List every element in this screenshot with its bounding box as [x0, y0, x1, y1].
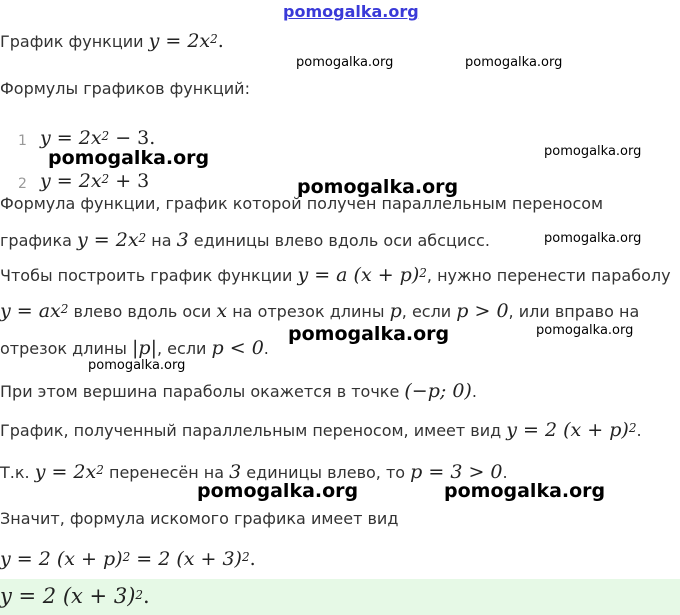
answer-box [0, 579, 680, 615]
top-watermark-link[interactable]: pomogalka.org [283, 2, 419, 21]
watermark: pomogalka.org [197, 480, 359, 502]
paragraph-line: графика $y = 2x^2$ на 3 единицы влево вдоль оси абсцисс. [0, 229, 490, 251]
paragraph-line: Т.к. $y = 2x^2$ перенесён на 3 единицы влево, то p = 3 > 0. [0, 461, 508, 483]
watermark: pomogalka.org [48, 147, 210, 169]
watermark: pomogalka.org [88, 358, 186, 373]
paragraph-line: Формула функции, график которой получен параллельным переносом [0, 194, 604, 213]
watermark: pomogalka.org [296, 55, 394, 70]
watermark: pomogalka.org [465, 55, 563, 70]
formulas-heading: Формулы графиков функций: [0, 79, 250, 98]
text: График функции [0, 32, 149, 51]
formula-line: y = 2 $(x + p)^2 = 2$ $(x + 3)^2$. [0, 548, 256, 570]
watermark: pomogalka.org [444, 480, 606, 502]
math-expression: $y = 2x^2$. [148, 30, 224, 52]
answer-formula: y = 2 $(x + 3)^2$. [0, 584, 150, 608]
watermark: pomogalka.org [288, 323, 450, 345]
paragraph-line: Значит, формула искомого графика имеет вид [0, 509, 399, 528]
paragraph-line: При этом вершина параболы окажется в точке (−p; 0). [0, 380, 477, 402]
paragraph-line: Чтобы построить график функции y = a $(x + p)^2$, нужно перенести параболу [0, 264, 671, 286]
paragraph-line: График, полученный параллельным переносом, имеет вид y = 2 $(x + p)^2$. [0, 419, 642, 441]
paragraph-line: $y = ax^2$ влево вдоль оси x на отрезок длины p, если p > 0, или вправо на [0, 300, 640, 322]
list-number: 2 [18, 176, 27, 192]
list-item-formula: $y = 2x^2 + 3$ [40, 170, 150, 192]
heading-line [0, 30, 224, 52]
watermark: pomogalka.org [544, 144, 642, 159]
watermark: pomogalka.org [544, 231, 642, 246]
list-number: 1 [18, 133, 27, 149]
list-item-formula: $y = 2x^2 - 3$. [40, 127, 156, 149]
paragraph-line: отрезок длины |p|, если p < 0. [0, 337, 269, 359]
watermark: pomogalka.org [297, 176, 459, 198]
watermark: pomogalka.org [536, 323, 634, 338]
